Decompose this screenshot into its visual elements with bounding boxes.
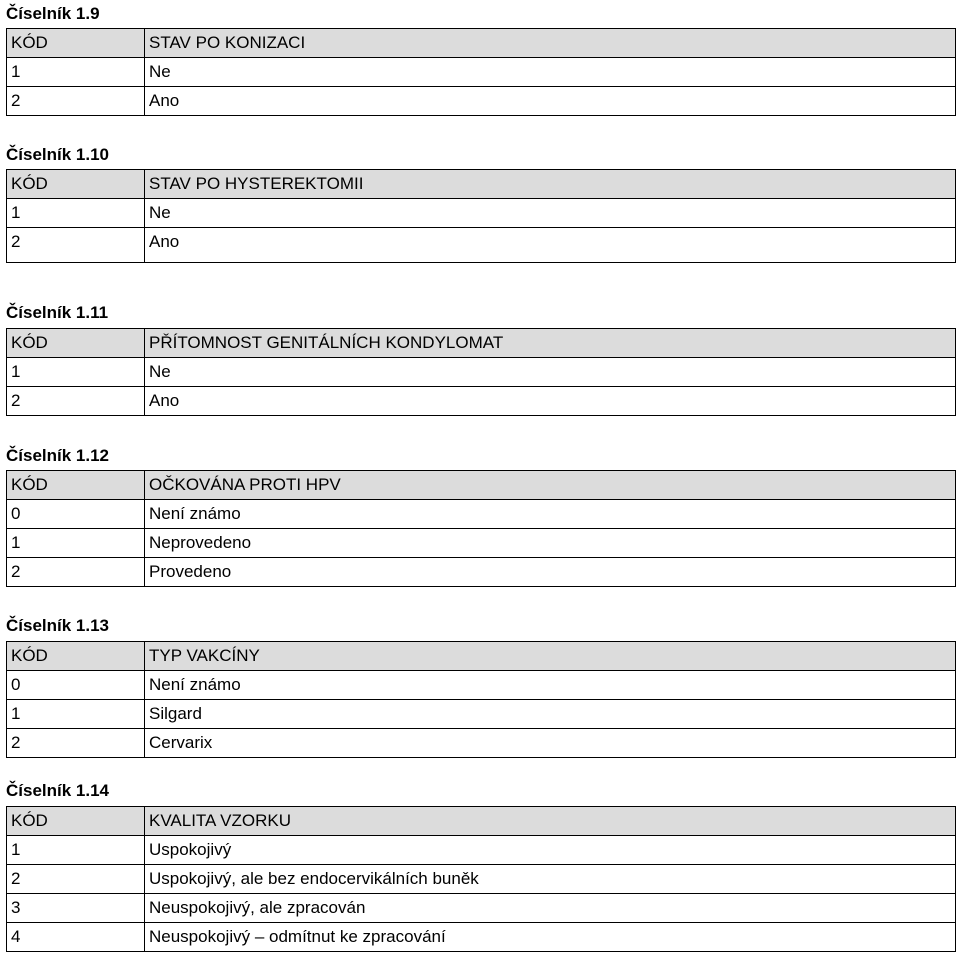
table-header-row — [7, 471, 956, 500]
row-code: 2 — [7, 865, 145, 894]
table-row — [7, 58, 956, 87]
row-value: Silgard — [145, 700, 956, 729]
row-value: Provedeno — [145, 558, 956, 587]
table-row — [7, 500, 956, 529]
table-row — [7, 865, 956, 894]
row-code: 2 — [7, 729, 145, 758]
codelist-title: Číselník 1.12 — [6, 446, 110, 465]
row-code: 2 — [7, 558, 145, 587]
row-value: Uspokojivý, ale bez endocervikálních buněk — [145, 865, 956, 894]
codelist-title: Číselník 1.14 — [6, 781, 110, 800]
codelist-table — [6, 641, 956, 758]
table-row — [7, 836, 956, 865]
table-row — [7, 387, 956, 416]
row-value: Není známo — [145, 671, 956, 700]
row-code: 1 — [7, 58, 145, 87]
codelist-table — [6, 28, 956, 116]
row-code: 1 — [7, 700, 145, 729]
codelist-title: Číselník 1.11 — [6, 303, 109, 322]
row-code: 3 — [7, 894, 145, 923]
header-code: KÓD — [7, 642, 145, 671]
row-code: 2 — [7, 87, 145, 116]
codelist-table — [6, 328, 956, 416]
row-code: 1 — [7, 199, 145, 228]
row-code: 0 — [7, 671, 145, 700]
table-row — [7, 358, 956, 387]
row-code: 2 — [7, 228, 145, 263]
codelist-title: Číselník 1.9 — [6, 4, 100, 23]
header-code: KÓD — [7, 329, 145, 358]
row-code: 0 — [7, 500, 145, 529]
table-row — [7, 87, 956, 116]
table-row — [7, 558, 956, 587]
header-label: TYP VAKCÍNY — [145, 642, 956, 671]
row-code: 1 — [7, 358, 145, 387]
table-header-row — [7, 170, 956, 199]
row-value: Ano — [145, 228, 956, 263]
table-row — [7, 729, 956, 758]
row-value: Není známo — [145, 500, 956, 529]
row-value: Cervarix — [145, 729, 956, 758]
row-value: Ne — [145, 358, 956, 387]
table-row — [7, 228, 956, 263]
row-value: Ano — [145, 387, 956, 416]
table-header-row — [7, 329, 956, 358]
table-header-row — [7, 642, 956, 671]
codelist-title: Číselník 1.10 — [6, 145, 110, 164]
header-label: KVALITA VZORKU — [145, 807, 956, 836]
row-value: Uspokojivý — [145, 836, 956, 865]
table-row — [7, 529, 956, 558]
row-value: Neuspokojivý – odmítnut ke zpracování — [145, 923, 956, 952]
header-code: KÓD — [7, 471, 145, 500]
row-value: Ne — [145, 199, 956, 228]
row-code: 2 — [7, 387, 145, 416]
header-code: KÓD — [7, 29, 145, 58]
row-value: Ne — [145, 58, 956, 87]
table-row — [7, 700, 956, 729]
header-code: KÓD — [7, 807, 145, 836]
row-code: 1 — [7, 836, 145, 865]
table-row — [7, 671, 956, 700]
table-row — [7, 923, 956, 952]
codelist-title: Číselník 1.13 — [6, 616, 110, 635]
header-label: OČKOVÁNA PROTI HPV — [145, 471, 956, 500]
table-header-row — [7, 29, 956, 58]
codelist-table — [6, 470, 956, 587]
table-header-row — [7, 807, 956, 836]
row-value: Ano — [145, 87, 956, 116]
row-value: Neprovedeno — [145, 529, 956, 558]
header-label: STAV PO HYSTEREKTOMII — [145, 170, 956, 199]
codelist-table — [6, 169, 956, 263]
codelist-table — [6, 806, 956, 952]
header-label: STAV PO KONIZACI — [145, 29, 956, 58]
row-code: 4 — [7, 923, 145, 952]
row-value: Neuspokojivý, ale zpracován — [145, 894, 956, 923]
table-row — [7, 894, 956, 923]
row-code: 1 — [7, 529, 145, 558]
header-code: KÓD — [7, 170, 145, 199]
table-row — [7, 199, 956, 228]
header-label: PŘÍTOMNOST GENITÁLNÍCH KONDYLOMAT — [145, 329, 956, 358]
